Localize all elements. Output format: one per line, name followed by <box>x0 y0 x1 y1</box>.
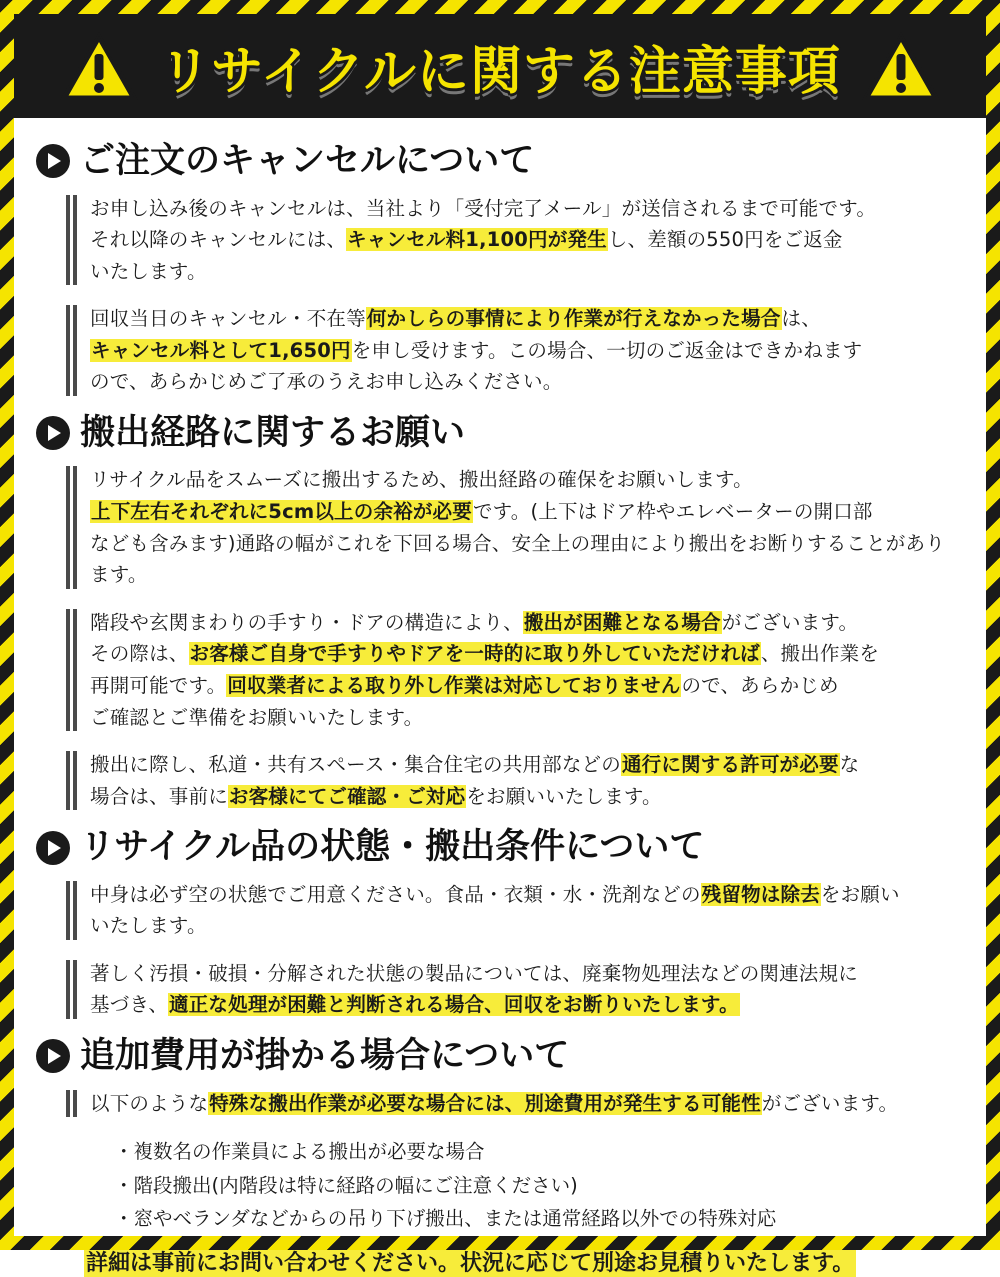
play-triangle-icon <box>36 831 70 865</box>
bullet-list <box>114 1135 964 1236</box>
section-title: リサイクル品の状態・搬出条件について <box>80 827 705 868</box>
paragraph-text: 搬出に際し、私道・共有スペース・集合住宅の共用部などの通行に関する許可が必要な 場合は、事前にお客様にてご確認・ご対応をお願いいたします。 <box>90 753 860 808</box>
paragraph-block <box>66 303 964 398</box>
section-heading <box>36 414 964 453</box>
list-item: ・階段搬出(内階段は特に経路の幅にご注意ください) <box>114 1173 578 1197</box>
paragraph-block <box>66 193 964 288</box>
section-heading <box>36 1037 964 1076</box>
notice-section <box>36 1037 964 1277</box>
play-triangle-icon <box>36 416 70 450</box>
paragraph-block <box>66 1088 964 1120</box>
paragraph-text: 以下のような特殊な搬出作業が必要な場合には、別途費用が発生する可能性がございます。 <box>90 1091 899 1115</box>
section-heading <box>36 142 964 181</box>
paragraph-block <box>66 958 964 1021</box>
paragraph-text: 階段や玄関まわりの手すり・ドアの構造により、搬出が困難となる場合がございます。 その際は、お客様ご自身で手すりやドアを一時的に取り外していただければ、搬出作業を 再開可能です。回収業者による取り外し作業は対応しておりませんので、あらかじめ ご確認とご準備をお願いいたします。 <box>90 610 880 729</box>
section-heading <box>36 828 964 867</box>
double-bar-icon <box>66 958 78 1021</box>
paragraph-text: 中身は必ず空の状態でご用意ください。食品・衣類・水・洗剤などの残留物は除去をお願い いたします。 <box>90 882 900 938</box>
section-title: 追加費用が掛かる場合について <box>80 1036 570 1077</box>
paragraph-text: お申し込み後のキャンセルは、当社より「受付完了メール」が送信されるまで可能です。 それ以降のキャンセルには、キャンセル料1,100円が発生し、差額の550円をご返金 いたします。 <box>90 196 877 283</box>
warning-triangle-icon <box>57 28 141 104</box>
double-bar-icon <box>66 303 78 398</box>
double-bar-icon <box>66 879 78 942</box>
title-banner <box>14 14 986 118</box>
paragraph-block <box>66 607 964 733</box>
paragraph-block <box>66 749 964 812</box>
paragraph-block <box>66 879 964 942</box>
list-item: ・窓やベランダなどからの吊り下げ搬出、または通常経路以外での特殊対応 <box>114 1207 777 1231</box>
paragraph-text: リサイクル品をスムーズに搬出するため、搬出経路の確保をお願いします。 上下左右それぞれに5cm以上の余裕が必要です。(上下はドア枠やエレベーターの開口部 なども含みます)通路の幅がこれを下回る場合、安全上の理由により搬出をお断りすることがあります。 <box>90 468 945 587</box>
list-item: ・複数名の作業員による搬出が必要な場合 <box>114 1140 485 1164</box>
paragraph-text: 回収当日のキャンセル・不在等何かしらの事情により作業が行えなかった場合は、 キャンセル料として1,650円を申し受けます。この場合、一切のご返金はできかねます ので、あらかじめご了承のうえお申し込みください。 <box>90 307 863 394</box>
notice-section <box>36 414 964 812</box>
paragraph-block <box>66 464 964 590</box>
notice-content <box>14 118 986 1277</box>
closing-note: 詳細は事前にお問い合わせください。状況に応じて別途お見積りいたします。 <box>86 1250 855 1276</box>
paragraph-text: 著しく汚損・破損・分解された状態の製品については、廃棄物処理法などの関連法規に 基づき、適正な処理が困難と判断される場合、回収をお断りいたします。 <box>90 961 858 1017</box>
poster-sheet <box>14 14 986 1276</box>
notice-section <box>36 828 964 1021</box>
double-bar-icon <box>66 749 78 812</box>
double-bar-icon <box>66 1088 78 1120</box>
page-title: リサイクルに関する注意事項 <box>159 41 841 102</box>
section-title: 搬出経路に関するお願い <box>80 412 466 453</box>
double-bar-icon <box>66 464 78 590</box>
warning-triangle-icon <box>859 28 943 104</box>
double-bar-icon <box>66 193 78 288</box>
double-bar-icon <box>66 607 78 733</box>
play-triangle-icon <box>36 1039 70 1073</box>
play-triangle-icon <box>36 144 70 178</box>
section-title: ご注文のキャンセルについて <box>80 141 535 181</box>
notice-section <box>36 142 964 398</box>
